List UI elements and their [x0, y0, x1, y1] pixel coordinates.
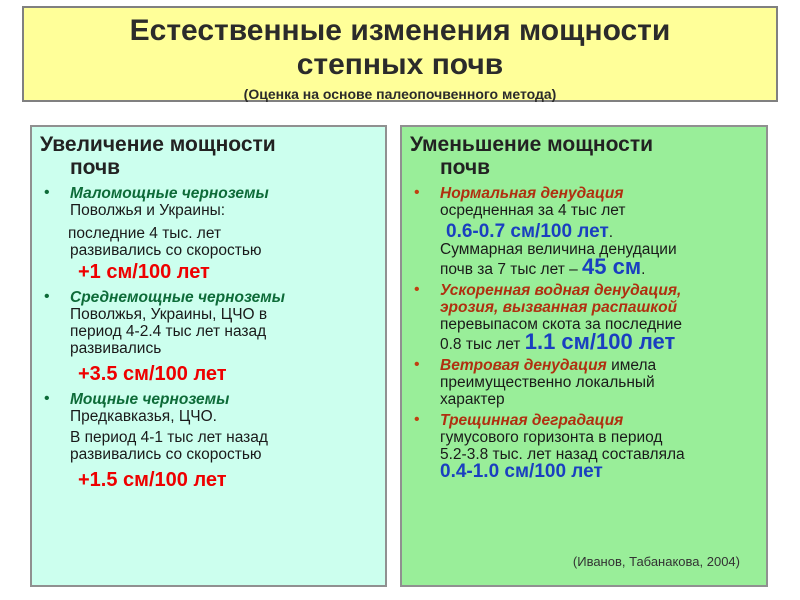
list-item: [410, 412, 758, 480]
page-title: [24, 14, 776, 82]
bullet-icon: •: [414, 281, 420, 298]
list-item: [40, 289, 377, 387]
decrease-title-line-1: Уменьшение мощности: [410, 133, 654, 156]
bullet-icon: •: [44, 390, 50, 407]
soil-term: Мощные черноземы: [70, 391, 230, 408]
item-text: почв за 7 тыс лет –: [440, 261, 578, 278]
item-text: Предкавказья, ЦЧО.: [70, 408, 217, 425]
item-text: осредненная за 4 тыс лет: [440, 202, 626, 219]
decrease-panel: [400, 125, 768, 587]
growth-rate: +1.5 см/100 лет: [78, 469, 227, 491]
increase-title-line-2: почв: [70, 156, 121, 179]
process-term: Нормальная денудация: [440, 185, 624, 202]
item-text: развивались: [70, 340, 162, 357]
title-line-1: Естественные изменения мощности: [129, 14, 671, 47]
increase-panel-title: [40, 133, 377, 179]
growth-rate: +1 см/100 лет: [78, 261, 210, 283]
rate-row: почв за 7 тыс лет – 45 см.: [440, 254, 646, 279]
item-text: преимущественно локальный: [440, 374, 655, 391]
rate-row: [440, 329, 758, 354]
process-term: Ветровая денудация: [440, 357, 607, 374]
rate-row: 0.6-0.7 см/100 лет.: [446, 221, 614, 242]
item-text: Поволжья, Украины, ЦЧО в: [70, 306, 268, 323]
list-item: [410, 282, 758, 353]
item-text: 5.2-3.8 тыс. лет назад составляла: [440, 446, 685, 463]
item-text: перевыпасом скота за последние: [440, 316, 682, 333]
loss-rate: 1.1 см/100 лет: [524, 329, 676, 354]
soil-term: Среднемощные черноземы: [70, 289, 285, 306]
item-text: Суммарная величина денудации: [440, 241, 677, 258]
bullet-icon: •: [414, 184, 420, 201]
increase-panel: [30, 125, 387, 587]
item-text: развивались со скоростью: [70, 242, 262, 259]
item-text: имела: [611, 357, 657, 374]
title-banner: [22, 6, 778, 102]
citation: (Иванов, Табанакова, 2004): [572, 554, 740, 569]
item-text: В период 4-1 тыс лет назад: [70, 429, 268, 446]
loss-rate: 0.4-1.0 см/100 лет: [440, 461, 603, 482]
soil-term: Маломощные черноземы: [70, 185, 269, 202]
item-text: 0.8 тыс лет: [440, 336, 521, 353]
loss-total: 45 см: [582, 254, 642, 279]
item-text: период 4-2.4 тыс лет назад: [70, 323, 267, 340]
list-item: [410, 357, 758, 408]
item-text: последние 4 тыс. лет: [68, 225, 222, 242]
loss-rate: 0.6-0.7 см/100 лет: [446, 221, 609, 242]
decrease-panel-title: [410, 133, 758, 179]
process-term: Трещинная деградация: [440, 412, 624, 429]
item-text: характер: [440, 391, 505, 408]
bullet-icon: •: [414, 356, 420, 373]
decrease-title-line-2: почв: [440, 156, 491, 179]
rate-row: [440, 357, 758, 374]
process-term: эрозия, вызванная распашкой: [440, 299, 678, 316]
page-subtitle: (Оценка на основе палеопочвенного метода): [243, 86, 557, 102]
bullet-icon: •: [44, 288, 50, 305]
bullet-icon: •: [44, 184, 50, 201]
growth-rate: +3.5 см/100 лет: [78, 363, 227, 385]
list-item: [410, 185, 758, 278]
item-text: Поволжья и Украины:: [70, 202, 226, 219]
bullet-icon: •: [414, 411, 420, 428]
item-text: развивались со скоростью: [70, 446, 262, 463]
increase-title-line-1: Увеличение мощности: [40, 133, 276, 156]
list-item: [40, 185, 377, 285]
item-text: гумусового горизонта в период: [440, 429, 663, 446]
list-item: [40, 391, 377, 493]
title-line-2: степных почв: [296, 48, 504, 81]
process-term: Ускоренная водная денудация,: [440, 282, 682, 299]
